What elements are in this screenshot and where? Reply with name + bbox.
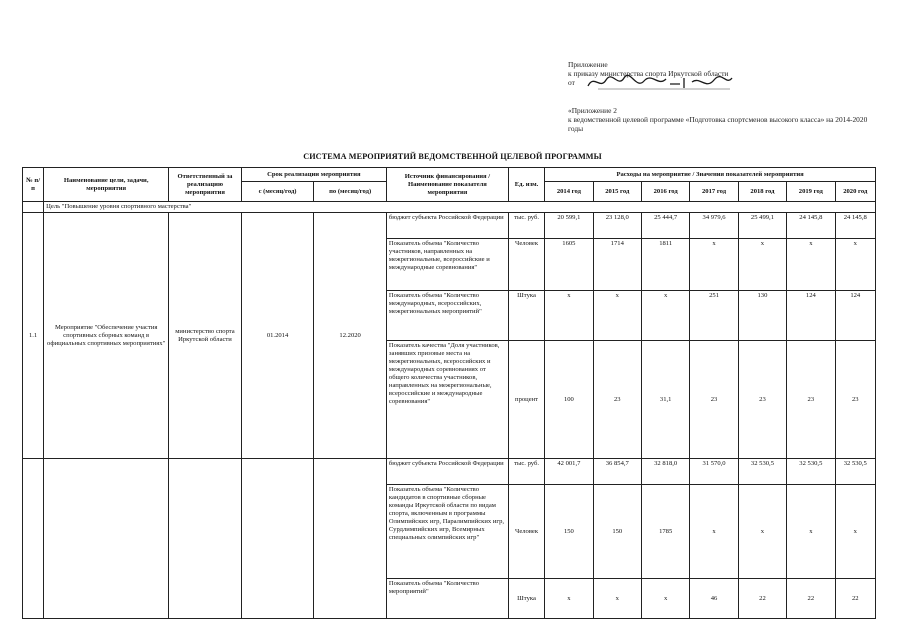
value-cell: 1605 [545, 239, 593, 291]
item-number: 1.1 [23, 213, 44, 459]
item-date-from: 01.2014 [241, 213, 314, 459]
value-cell: 150 [545, 485, 593, 579]
value-cell: x [690, 485, 738, 579]
item-date-to: 12.2020 [314, 213, 387, 459]
item-responsible: министерство спорта Иркутской области [169, 213, 242, 459]
unit-cell: Человек [508, 239, 544, 291]
value-cell: 251 [690, 291, 738, 341]
value-cell: 150 [593, 485, 641, 579]
table-row [23, 459, 876, 485]
value-cell: x [690, 239, 738, 291]
value-cell: 22 [738, 579, 786, 619]
value-cell: x [641, 579, 689, 619]
value-cell: x [593, 291, 641, 341]
col-name-header: Наименование цели, задачи, мероприятия [44, 168, 169, 202]
value-cell: x [835, 239, 875, 291]
value-cell: 124 [787, 291, 835, 341]
value-cell: 100 [545, 341, 593, 459]
value-cell: x [835, 485, 875, 579]
source-cell: бюджет субъекта Российской Федерации [386, 213, 508, 239]
value-cell: 46 [690, 579, 738, 619]
value-cell: 22 [835, 579, 875, 619]
unit-cell: тыс. руб. [508, 459, 544, 485]
value-cell: 23 128,0 [593, 213, 641, 239]
unit-cell: Штука [508, 579, 544, 619]
value-cell: 130 [738, 291, 786, 341]
value-cell: 20 599,1 [545, 213, 593, 239]
value-cell: 23 [787, 341, 835, 459]
value-cell: x [738, 239, 786, 291]
value-cell: 24 145,8 [835, 213, 875, 239]
value-cell: 31 570,0 [690, 459, 738, 485]
page-title: СИСТЕМА МЕРОПРИЯТИЙ ВЕДОМСТВЕННОЙ ЦЕЛЕВОЙ ПРОГРАММЫ [303, 152, 602, 161]
value-cell: 23 [738, 341, 786, 459]
value-cell: 22 [787, 579, 835, 619]
value-cell: x [641, 291, 689, 341]
unit-cell: Человек [508, 485, 544, 579]
year-header-2019: 2019 год [787, 182, 835, 202]
col-responsible-header: Ответственный за реализацию мероприятия [169, 168, 242, 202]
order-reference: к приказу министерства спорта Иркутской области [568, 69, 729, 78]
value-cell: x [738, 485, 786, 579]
value-cell: 32 530,5 [835, 459, 875, 485]
indicator-cell: Показатель качества "Доля участников, занявших призовые места на межрегиональных, всероссийских и международных соревнованиях от общего количества участников, направленных на межрегиональные, всероссийские и международные соревнования" [386, 341, 508, 459]
value-cell: x [545, 291, 593, 341]
value-cell: 23 [835, 341, 875, 459]
value-cell: 24 145,8 [787, 213, 835, 239]
value-cell: 31,1 [641, 341, 689, 459]
indicator-cell: Показатель объема "Количество участников, направленных на межрегиональные, всероссийские и международные соревнования" [386, 239, 508, 291]
measures-table [22, 167, 876, 619]
col-number-header: № п/п [23, 168, 44, 202]
unit-cell: тыс. руб. [508, 213, 544, 239]
year-header-2014: 2014 год [545, 182, 593, 202]
item-name: Мероприятие "Обеспечение участия спортивных сборных команд в официальных спортивных мероприятиях" [44, 213, 169, 459]
indicator-cell: Показатель объема "Количество кандидатов в спортивные сборные команды Иркутской области по видам спорта, включенным в программы Олимпийских игр, Паралимпийских игр, Сурдлимпийских игр, Всемирных специальных олимпийских игр" [386, 485, 508, 579]
goal-text: Цель "Повышение уровня спортивного мастерства" [44, 202, 876, 213]
value-cell: 34 979,6 [690, 213, 738, 239]
col-source-header: Источник финансирования / Наименование показателя мероприятия [386, 168, 508, 202]
year-header-2018: 2018 год [738, 182, 786, 202]
value-cell: 23 [593, 341, 641, 459]
value-cell: 32 530,5 [787, 459, 835, 485]
value-cell: 23 [690, 341, 738, 459]
source-cell: бюджет субъекта Российской Федерации [386, 459, 508, 485]
value-cell: 42 001,7 [545, 459, 593, 485]
value-cell: 1714 [593, 239, 641, 291]
value-cell: x [545, 579, 593, 619]
program-reference: к ведомственной целевой программе «Подготовка спортсменов высокого класса» на 2014-2020 [568, 115, 868, 124]
year-header-2015: 2015 год [593, 182, 641, 202]
table-row [23, 213, 876, 239]
col-to-header: по (месяц/год) [314, 182, 387, 202]
value-cell: 25 444,7 [641, 213, 689, 239]
appendix2-label: «Приложение 2 [568, 106, 617, 115]
indicator-cell: Показатель объема "Количество международных, всероссийских, межрегиональных мероприятий" [386, 291, 508, 341]
col-costs-header: Расходы на мероприятие / Значения показателей мероприятия [545, 168, 876, 182]
value-cell: 124 [835, 291, 875, 341]
value-cell: 1811 [641, 239, 689, 291]
order-date-prefix: от [568, 78, 575, 87]
value-cell: 32 818,0 [641, 459, 689, 485]
value-cell: 36 854,7 [593, 459, 641, 485]
table-header-row [23, 168, 876, 182]
value-cell: 25 499,1 [738, 213, 786, 239]
program-reference-years: годы [568, 124, 584, 133]
col-from-header: с (месяц/год) [241, 182, 314, 202]
indicator-cell: Показатель объема "Количество мероприятий" [386, 579, 508, 619]
unit-cell: Штука [508, 291, 544, 341]
value-cell: x [787, 239, 835, 291]
year-header-2017: 2017 год [690, 182, 738, 202]
appendix-label: Приложение [568, 60, 608, 69]
goal-row [23, 202, 876, 213]
value-cell: 1785 [641, 485, 689, 579]
year-header-2016: 2016 год [641, 182, 689, 202]
year-header-2020: 2020 год [835, 182, 875, 202]
col-term-header: Срок реализации мероприятия [241, 168, 386, 182]
value-cell: x [593, 579, 641, 619]
handwritten-signature [584, 72, 734, 94]
col-unit-header: Ед. изм. [508, 168, 544, 202]
value-cell: 32 530,5 [738, 459, 786, 485]
unit-cell: процент [508, 341, 544, 459]
value-cell: x [787, 485, 835, 579]
